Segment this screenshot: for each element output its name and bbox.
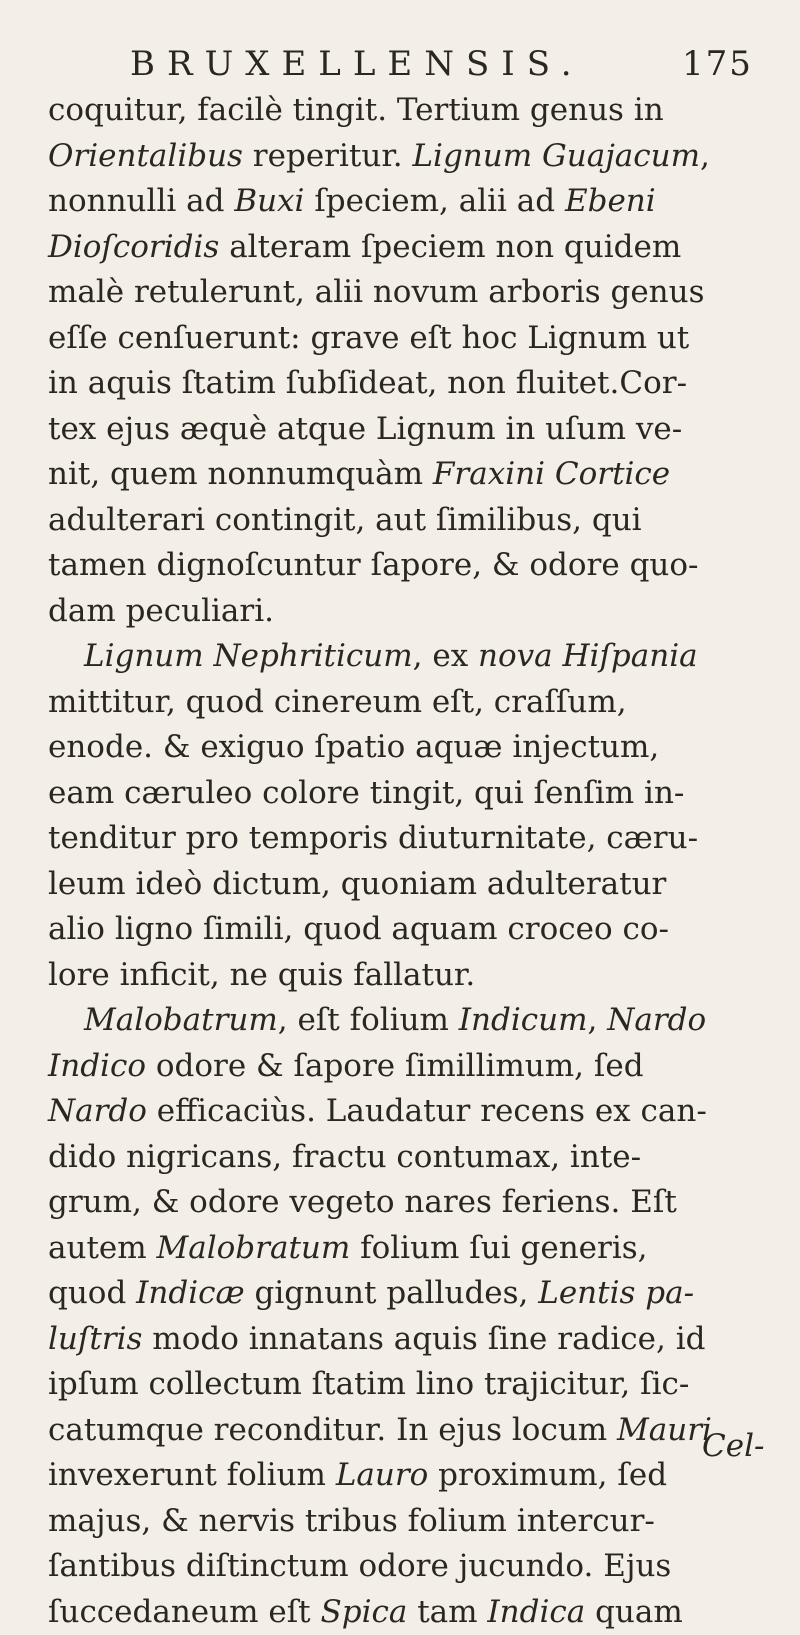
text-segment: ſpeciem, alii ad xyxy=(304,183,565,219)
text-segment: majus, & nervis tribus folium intercur- xyxy=(48,1503,655,1539)
text-segment: Indicum xyxy=(459,1002,588,1038)
text-line xyxy=(48,725,778,771)
text-segment: ſuccedaneum eſt xyxy=(48,1594,321,1630)
text-segment: Lentis pa- xyxy=(538,1275,694,1311)
text-line xyxy=(48,361,778,407)
text-segment: Indica xyxy=(487,1594,585,1630)
text-segment: nonnulli ad xyxy=(48,183,234,219)
text-segment: luſtris xyxy=(48,1321,142,1357)
text-segment: Buxi xyxy=(234,183,304,219)
text-segment: dam peculiari. xyxy=(48,593,274,629)
text-segment: lore inficit, ne quis fallatur. xyxy=(48,957,475,993)
text-segment: tamen dignoſcuntur ſapore, & odore quo- xyxy=(48,547,699,583)
text-segment: alteram ſpeciem non quidem xyxy=(219,229,681,265)
text-line xyxy=(48,179,778,225)
text-line xyxy=(48,1317,778,1363)
text-segment: , xyxy=(588,1002,608,1038)
text-line xyxy=(48,862,778,908)
text-segment: tex ejus æquè atque Lignum in uſum ve- xyxy=(48,411,682,447)
text-segment: nit, quem nonnumquàm xyxy=(48,456,433,492)
text-segment: coquitur, facilè tingit. Tertium genus in xyxy=(48,92,664,128)
text-line xyxy=(48,1590,778,1635)
text-line xyxy=(48,88,778,134)
text-segment: , ex xyxy=(413,638,478,674)
text-segment: invexerunt folium xyxy=(48,1457,336,1493)
text-line xyxy=(48,270,778,316)
text-segment: reperitur. xyxy=(243,138,413,174)
text-segment: nova Hiſpania xyxy=(478,638,698,674)
text-segment: dido nigricans, fractu contumax, inte- xyxy=(48,1139,641,1175)
text-segment: , xyxy=(700,138,710,174)
text-segment: eam cæruleo colore tingit, qui ſenſim in- xyxy=(48,775,684,811)
text-segment: Dioſcoridis xyxy=(48,229,219,265)
text-segment: quod xyxy=(48,1275,136,1311)
text-line xyxy=(48,1271,778,1317)
text-segment: Mauri xyxy=(617,1412,712,1448)
text-line xyxy=(48,1135,778,1181)
text-segment: eſſe cenſuerunt: grave eſt hoc Lignum ut xyxy=(48,320,689,356)
page-number: 175 xyxy=(682,44,753,84)
text-line xyxy=(48,225,778,271)
text-segment: proximum, ſed xyxy=(428,1457,667,1493)
text-segment: Fraxini Cortice xyxy=(433,456,670,492)
text-segment: Spica xyxy=(321,1594,408,1630)
text-segment: Ebeni xyxy=(565,183,656,219)
text-line xyxy=(48,498,778,544)
running-title: BRUXELLENSIS. xyxy=(130,44,584,84)
text-line xyxy=(48,452,778,498)
text-segment: catumque reconditur. In ejus locum xyxy=(48,1412,617,1448)
text-line xyxy=(48,589,778,635)
text-segment: folium ſui generis, xyxy=(350,1230,647,1266)
body-text xyxy=(48,88,778,1635)
text-segment: gignunt palludes, xyxy=(245,1275,539,1311)
text-segment: ipſum collectum ſtatim lino trajicitur, ſic- xyxy=(48,1366,689,1402)
text-line xyxy=(48,1044,778,1090)
catchword: Cel- xyxy=(702,1428,764,1464)
text-segment: Indicæ xyxy=(136,1275,244,1311)
text-segment: odore & ſapore ſimillimum, ſed xyxy=(146,1048,644,1084)
text-segment: in aquis ſtatim ſubſideat, non fluitet.Cor- xyxy=(48,365,687,401)
text-line xyxy=(48,543,778,589)
text-segment: ſantibus diſtinctum odore jucundo. Ejus xyxy=(48,1548,671,1584)
text-segment: autem xyxy=(48,1230,157,1266)
text-line xyxy=(48,907,778,953)
text-line xyxy=(48,1180,778,1226)
running-header xyxy=(130,44,770,84)
text-line xyxy=(48,1408,778,1454)
text-segment: Malobatrum xyxy=(84,1002,278,1038)
text-line xyxy=(48,407,778,453)
text-segment: Lauro xyxy=(336,1457,429,1493)
text-line xyxy=(48,1453,778,1499)
text-segment: Lignum Guajacum xyxy=(412,138,700,174)
text-segment: , eſt folium xyxy=(278,1002,459,1038)
text-segment: Lignum Nephriticum xyxy=(84,638,413,674)
text-line xyxy=(48,134,778,180)
text-segment: leum ideò dictum, quoniam adulteratur xyxy=(48,866,666,902)
text-segment: Nardo xyxy=(607,1002,706,1038)
text-segment: Nardo xyxy=(48,1093,147,1129)
text-segment: efficaciùs. Laudatur recens ex can- xyxy=(147,1093,707,1129)
text-line xyxy=(48,1499,778,1545)
text-segment: tenditur pro temporis diuturnitate, cæru- xyxy=(48,820,698,856)
text-segment: Orientalibus xyxy=(48,138,243,174)
text-line xyxy=(48,316,778,362)
text-segment: Malobratum xyxy=(157,1230,351,1266)
text-segment: alio ligno ſimili, quod aquam croceo co- xyxy=(48,911,669,947)
text-segment: modo innatans aquis ſine radice, id xyxy=(142,1321,705,1357)
text-segment: adulterari contingit, aut ſimilibus, qui xyxy=(48,502,642,538)
text-segment: quam xyxy=(585,1594,683,1630)
text-line xyxy=(48,1362,778,1408)
text-segment: malè retulerunt, alii novum arboris genus xyxy=(48,274,705,310)
text-line xyxy=(48,998,778,1044)
text-line xyxy=(48,816,778,862)
text-line xyxy=(48,634,778,680)
text-segment: mittitur, quod cinereum eſt, craſſum, xyxy=(48,684,627,720)
text-segment: enode. & exiguo ſpatio aquæ injectum, xyxy=(48,729,659,765)
text-line xyxy=(48,953,778,999)
text-line xyxy=(48,1226,778,1272)
text-line xyxy=(48,1544,778,1590)
text-segment: tam xyxy=(407,1594,487,1630)
text-line xyxy=(48,771,778,817)
text-segment: Indico xyxy=(48,1048,146,1084)
text-line xyxy=(48,680,778,726)
text-segment: grum, & odore vegeto nares feriens. Eſt xyxy=(48,1184,677,1220)
text-line xyxy=(48,1089,778,1135)
